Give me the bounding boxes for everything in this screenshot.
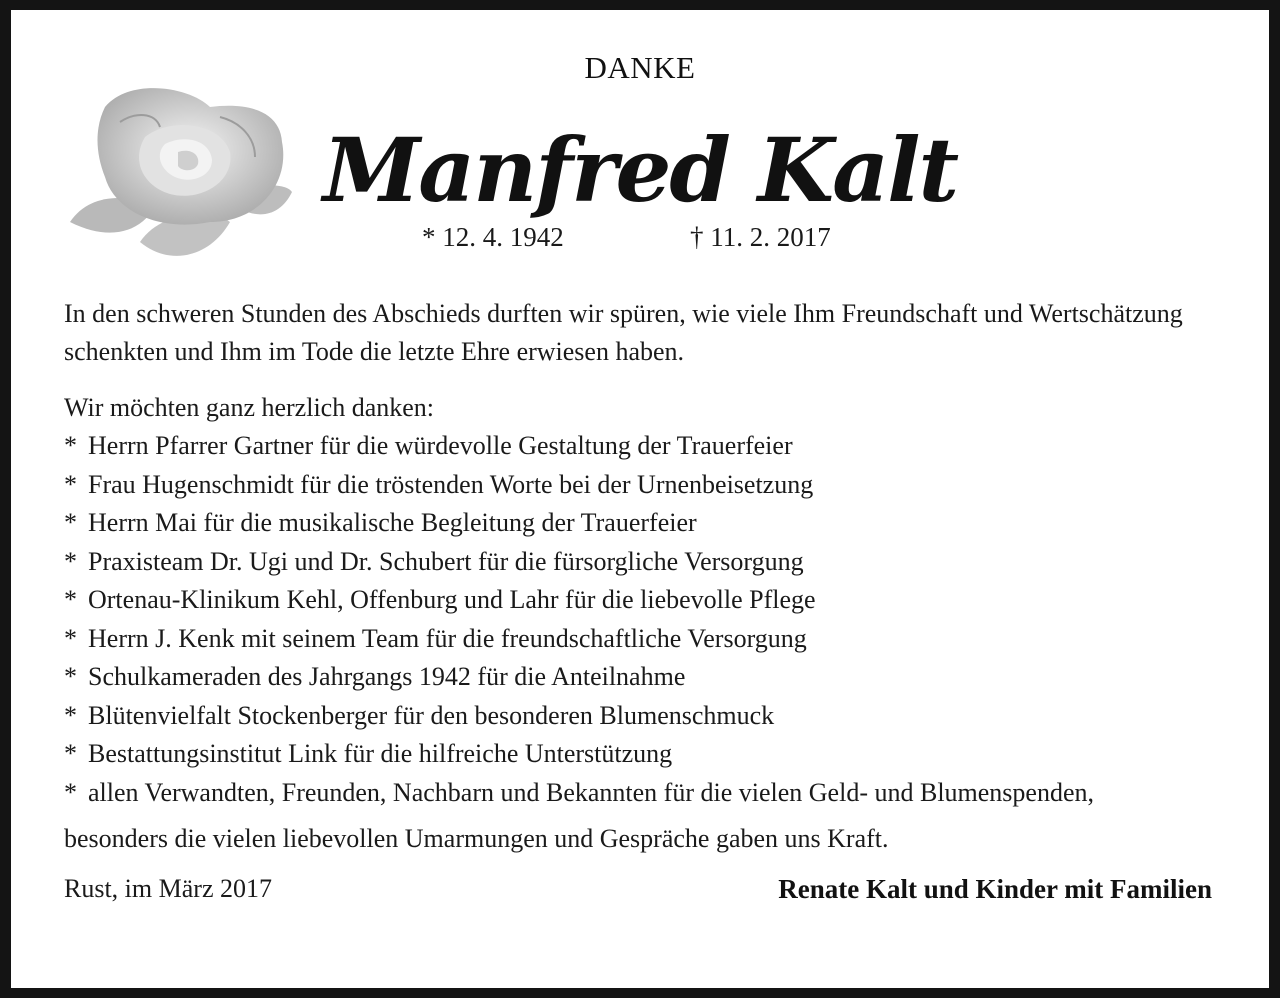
thanks-heading: Wir möchten ganz herzlich danken: [64, 393, 435, 422]
list-item: * Herrn Mai für die musikalische Begleitung der Trauerfeier [64, 504, 1234, 543]
bullet-icon: * [64, 469, 77, 499]
list-item: * Schulkameraden des Jahrgangs 1942 für die Anteilnahme [64, 658, 1234, 697]
bullet-icon: * [64, 623, 77, 653]
bullet-icon: * [64, 700, 77, 730]
list-item: * allen Verwandten, Freunden, Nachbarn und Bekannten für die vielen Geld- und Blumenspenden, [64, 774, 1234, 813]
list-item: * Frau Hugenschmidt für die tröstenden Worte bei der Urnenbeisetzung [64, 466, 1234, 505]
bullet-icon: * [64, 508, 77, 537]
list-item: * Praxisteam Dr. Ugi und Dr. Schubert für die fürsorgliche Versorgung [64, 543, 1234, 582]
birth-date: * 12. 4. 1942 [422, 222, 564, 252]
closing-line: besonders die vielen liebevollen Umarmungen und Gespräche gaben uns Kraft. [64, 824, 889, 853]
list-item: * Herrn J. Kenk mit seinem Team für die freundschaftliche Versorgung [64, 620, 1234, 659]
list-item: * Ortenau-Klinikum Kehl, Offenburg und Lahr für die liebevolle Pflege [64, 581, 1234, 620]
list-item: * Bestattungsinstitut Link für die hilfreiche Unterstützung [64, 735, 1234, 774]
bullet-icon: * [64, 739, 77, 768]
bullet-icon: * [64, 546, 77, 576]
bullet-icon: * [64, 777, 77, 807]
place-date: Rust, im März 2017 [64, 874, 272, 903]
bullet-icon: * [64, 431, 77, 460]
deceased-name: Manfred Kalt [322, 118, 958, 222]
death-date: † 11. 2. 2017 [690, 222, 831, 252]
list-item: * Blütenvielfalt Stockenberger für den besonderen Blumenschmuck [64, 697, 1234, 736]
signature: Renate Kalt und Kinder mit Familien [778, 874, 1212, 904]
thanks-list [64, 427, 1234, 812]
intro-paragraph: In den schweren Stunden des Abschieds durften wir spüren, wie viele Ihm Freundschaft und Wertschätzung schenkten und Ihm im Tode die letzte Ehre erwiesen haben. [64, 299, 1183, 366]
bullet-icon: * [64, 662, 77, 691]
list-item: * Herrn Pfarrer Gartner für die würdevolle Gestaltung der Trauerfeier [64, 427, 1234, 466]
bullet-icon: * [64, 585, 77, 614]
page-title: DANKE [584, 50, 696, 85]
